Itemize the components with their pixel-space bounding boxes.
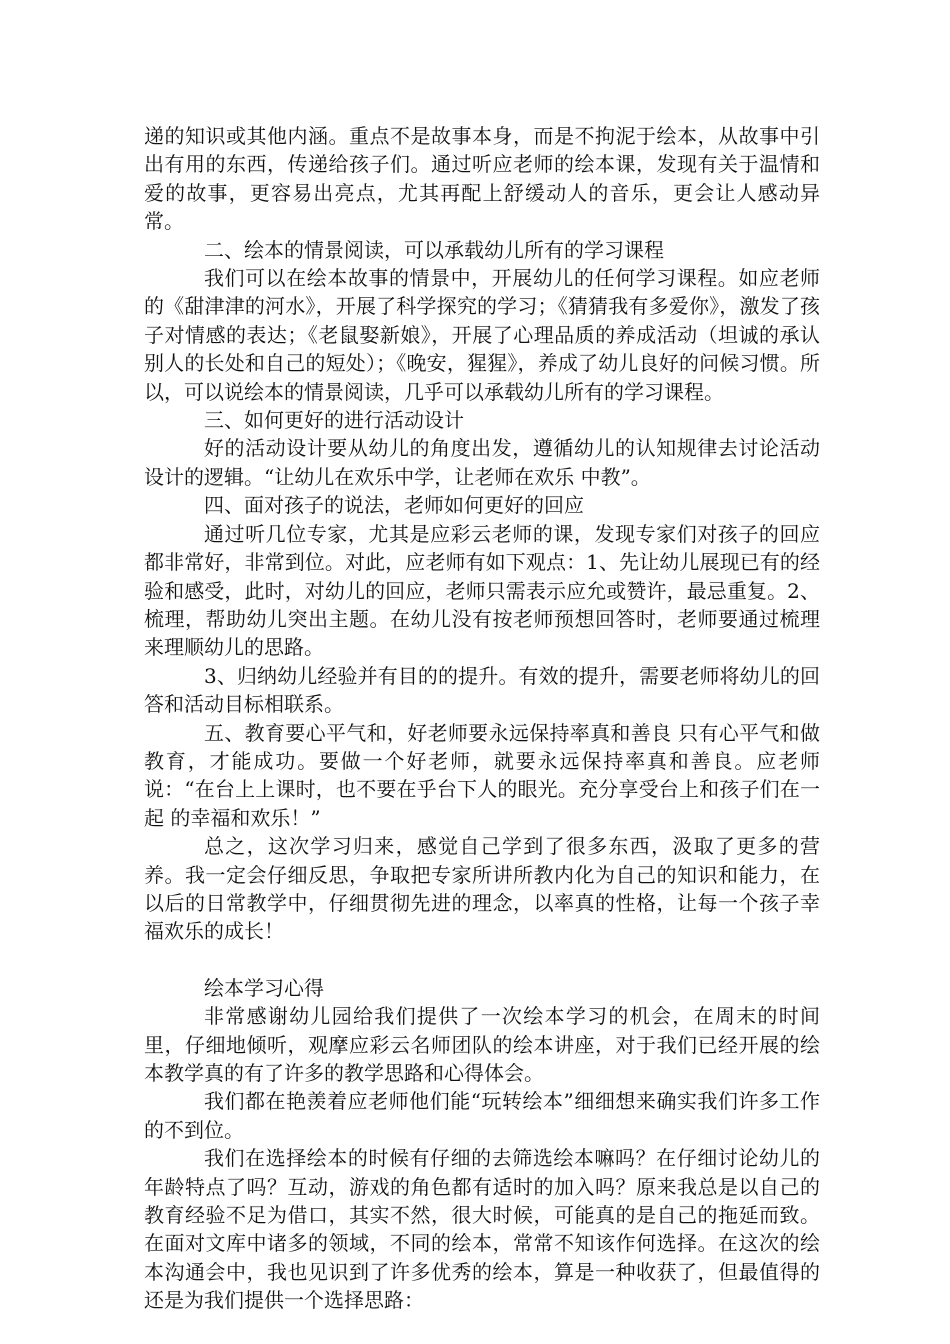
- paragraph-continuation: 递的知识或其他内涵。重点不是故事本身，而是不拘泥于绘本，从故事中引出有用的东西，传递给孩子们。通过听应老师的绘本课，发现有关于温情和爱的故事，更容易出亮点，尤其再配上舒缓动人的音乐，更会让人感动异常。: [144, 124, 820, 234]
- section-heading-2: 二、绘本的情景阅读，可以承载幼儿所有的学习课程: [204, 237, 664, 262]
- paragraph-body: 3、归纳幼儿经验并有目的的提升。有效的提升，需要老师将幼儿的回答和活动目标相联系。: [144, 663, 820, 717]
- paragraph-spacer: [144, 946, 820, 974]
- section-heading-5-paragraph: 五、教育要心平气和，好老师要永远保持率真和善良 只有心平气和做教育，才能成功。要做一个好老师，就要永远保持率真和善良。应老师说：“在台上上课时，也不要在乎台下人的眼光。充分享受台上和孩子们在一起 的幸福和欢乐！”: [144, 720, 820, 830]
- paragraph-conclusion: 总之，这次学习归来，感觉自己学到了很多东西，汲取了更多的营养。我一定会仔细反思，争取把专家所讲所教内化为自己的知识和能力，在以后的日常教学中，仔细贯彻先进的理念，以率真的性格，让每一个孩子幸福欢乐的成长！: [144, 834, 820, 944]
- paragraph-body: 非常感谢幼儿园给我们提供了一次绘本学习的机会，在周末的时间里，仔细地倾听，观摩应彩云名师团队的绘本讲座，对于我们已经开展的绘本教学真的有了许多的教学思路和心得体会。: [144, 1004, 820, 1085]
- article-title: 绘本学习心得: [204, 975, 324, 1000]
- section-heading-3: 三、如何更好的进行活动设计: [204, 408, 464, 433]
- paragraph-body: 好的活动设计要从幼儿的角度出发，遵循幼儿的认知规律去讨论活动设计的逻辑。“让幼儿在欢乐中学，让老师在欢乐 中教”。: [144, 436, 820, 489]
- paragraph-body: 我们在选择绘本的时候有仔细的去筛选绘本嘛吗？在仔细讨论幼儿的年龄特点了吗？互动，游戏的角色都有适时的加入吗？原来我总是以自己的教育经验不足为借口，其实不然，很大时候，可能真的是自己的拖延而致。在面对文库中诸多的领域，不同的绘本，常常不知该作何选择。在这次的绘本沟通会中，我也见识到了许多优秀的绘本，算是一种收获了，但最值得的还是为我们提供一个选择思路：: [144, 1146, 820, 1313]
- paragraph-body: 我们都在艳羡着应老师他们能“玩转绘本”细细想来确实我们许多工作的不到位。: [144, 1089, 820, 1142]
- document-page: [144, 122, 820, 1315]
- paragraph-body: 我们可以在绘本故事的情景中，开展幼儿的任何学习课程。如应老师的《甜津津的河水》，开展了科学探究的学习；《猜猜我有多爱你》，激发了孩子对情感的表达；《老鼠娶新娘》，开展了心理品质的养成活动（坦诚的承认别人的长处和自己的短处）；《晚安，猩猩》，养成了幼儿良好的问候习惯。所以，可以说绘本的情景阅读，几乎可以承载幼儿所有的学习课程。: [144, 266, 820, 404]
- section-heading-4: 四、面对孩子的说法，老师如何更好的回应: [204, 493, 584, 518]
- paragraph-body: 通过听几位专家，尤其是应彩云老师的课，发现专家们对孩子的回应都非常好，非常到位。对此，应老师有如下观点：1、先让幼儿展现已有的经验和感受，此时，对幼儿的回应，老师只需表示应允或赞许，最忌重复。2、梳理，帮助幼儿突出主题。在幼儿没有按老师预想回答时，老师要通过梳理来理顺幼儿的思路。: [144, 521, 820, 660]
